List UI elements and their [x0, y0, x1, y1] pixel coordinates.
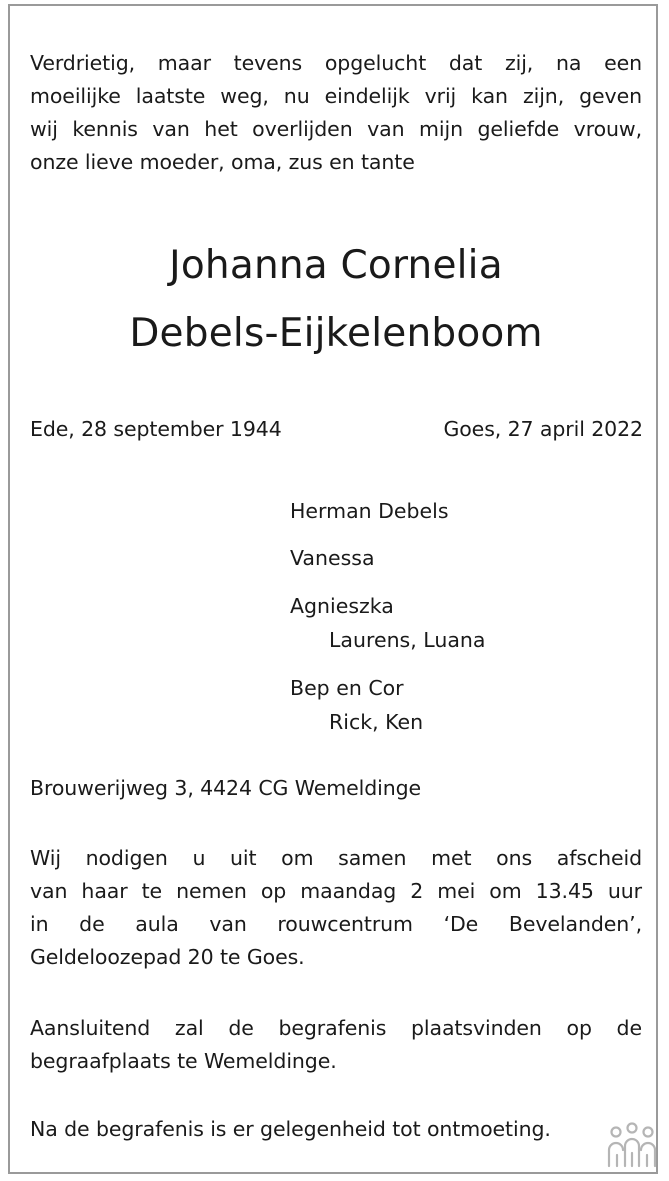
invitation-line: Wij nodigen u uit om samen met ons afscheid	[30, 846, 642, 870]
intro-line: onze lieve moeder, oma, zus en tante	[30, 150, 415, 174]
meeting-text: Na de begrafenis is er gelegenheid tot ontmoeting.	[30, 1117, 551, 1141]
deceased-first-names: Johanna Cornelia	[169, 243, 503, 288]
family-children: Rick, Ken	[329, 710, 424, 734]
burial-text	[30, 1012, 642, 1078]
invitation-line: in de aula van rouwcentrum ‘De Bevelanden’,	[30, 912, 642, 936]
people-group-icon	[606, 1122, 658, 1168]
burial-line: begraafplaats te Wemeldinge.	[30, 1049, 337, 1073]
intro-line: moeilijke laatste weg, nu eindelijk vrij kan zijn, geven	[30, 84, 642, 108]
burial-line: Aansluitend zal de begrafenis plaatsvinden op de	[30, 1016, 642, 1040]
intro-text	[30, 47, 642, 179]
invitation-line: Geldeloozepad 20 te Goes.	[30, 945, 305, 969]
birth-date-place: Ede, 28 september 1944	[30, 417, 282, 441]
family-member: Vanessa	[290, 546, 375, 570]
invitation-text	[30, 842, 642, 974]
invitation-line: van haar te nemen op maandag 2 mei om 13.45 uur	[30, 879, 642, 903]
family-member: Bep en Cor	[290, 676, 404, 700]
notice-border	[8, 4, 658, 1174]
intro-line: wij kennis van het overlijden van mijn geliefde vrouw,	[30, 117, 642, 141]
intro-line: Verdrietig, maar tevens opgelucht dat zij, na een	[30, 51, 642, 75]
family-member: Herman Debels	[290, 499, 449, 523]
family-children: Laurens, Luana	[329, 628, 486, 652]
death-date-place: Goes, 27 april 2022	[443, 417, 643, 441]
deceased-surname: Debels-Eijkelenboom	[129, 311, 543, 356]
family-member: Agnieszka	[290, 594, 394, 618]
correspondence-address: Brouwerijweg 3, 4424 CG Wemeldinge	[30, 776, 422, 800]
